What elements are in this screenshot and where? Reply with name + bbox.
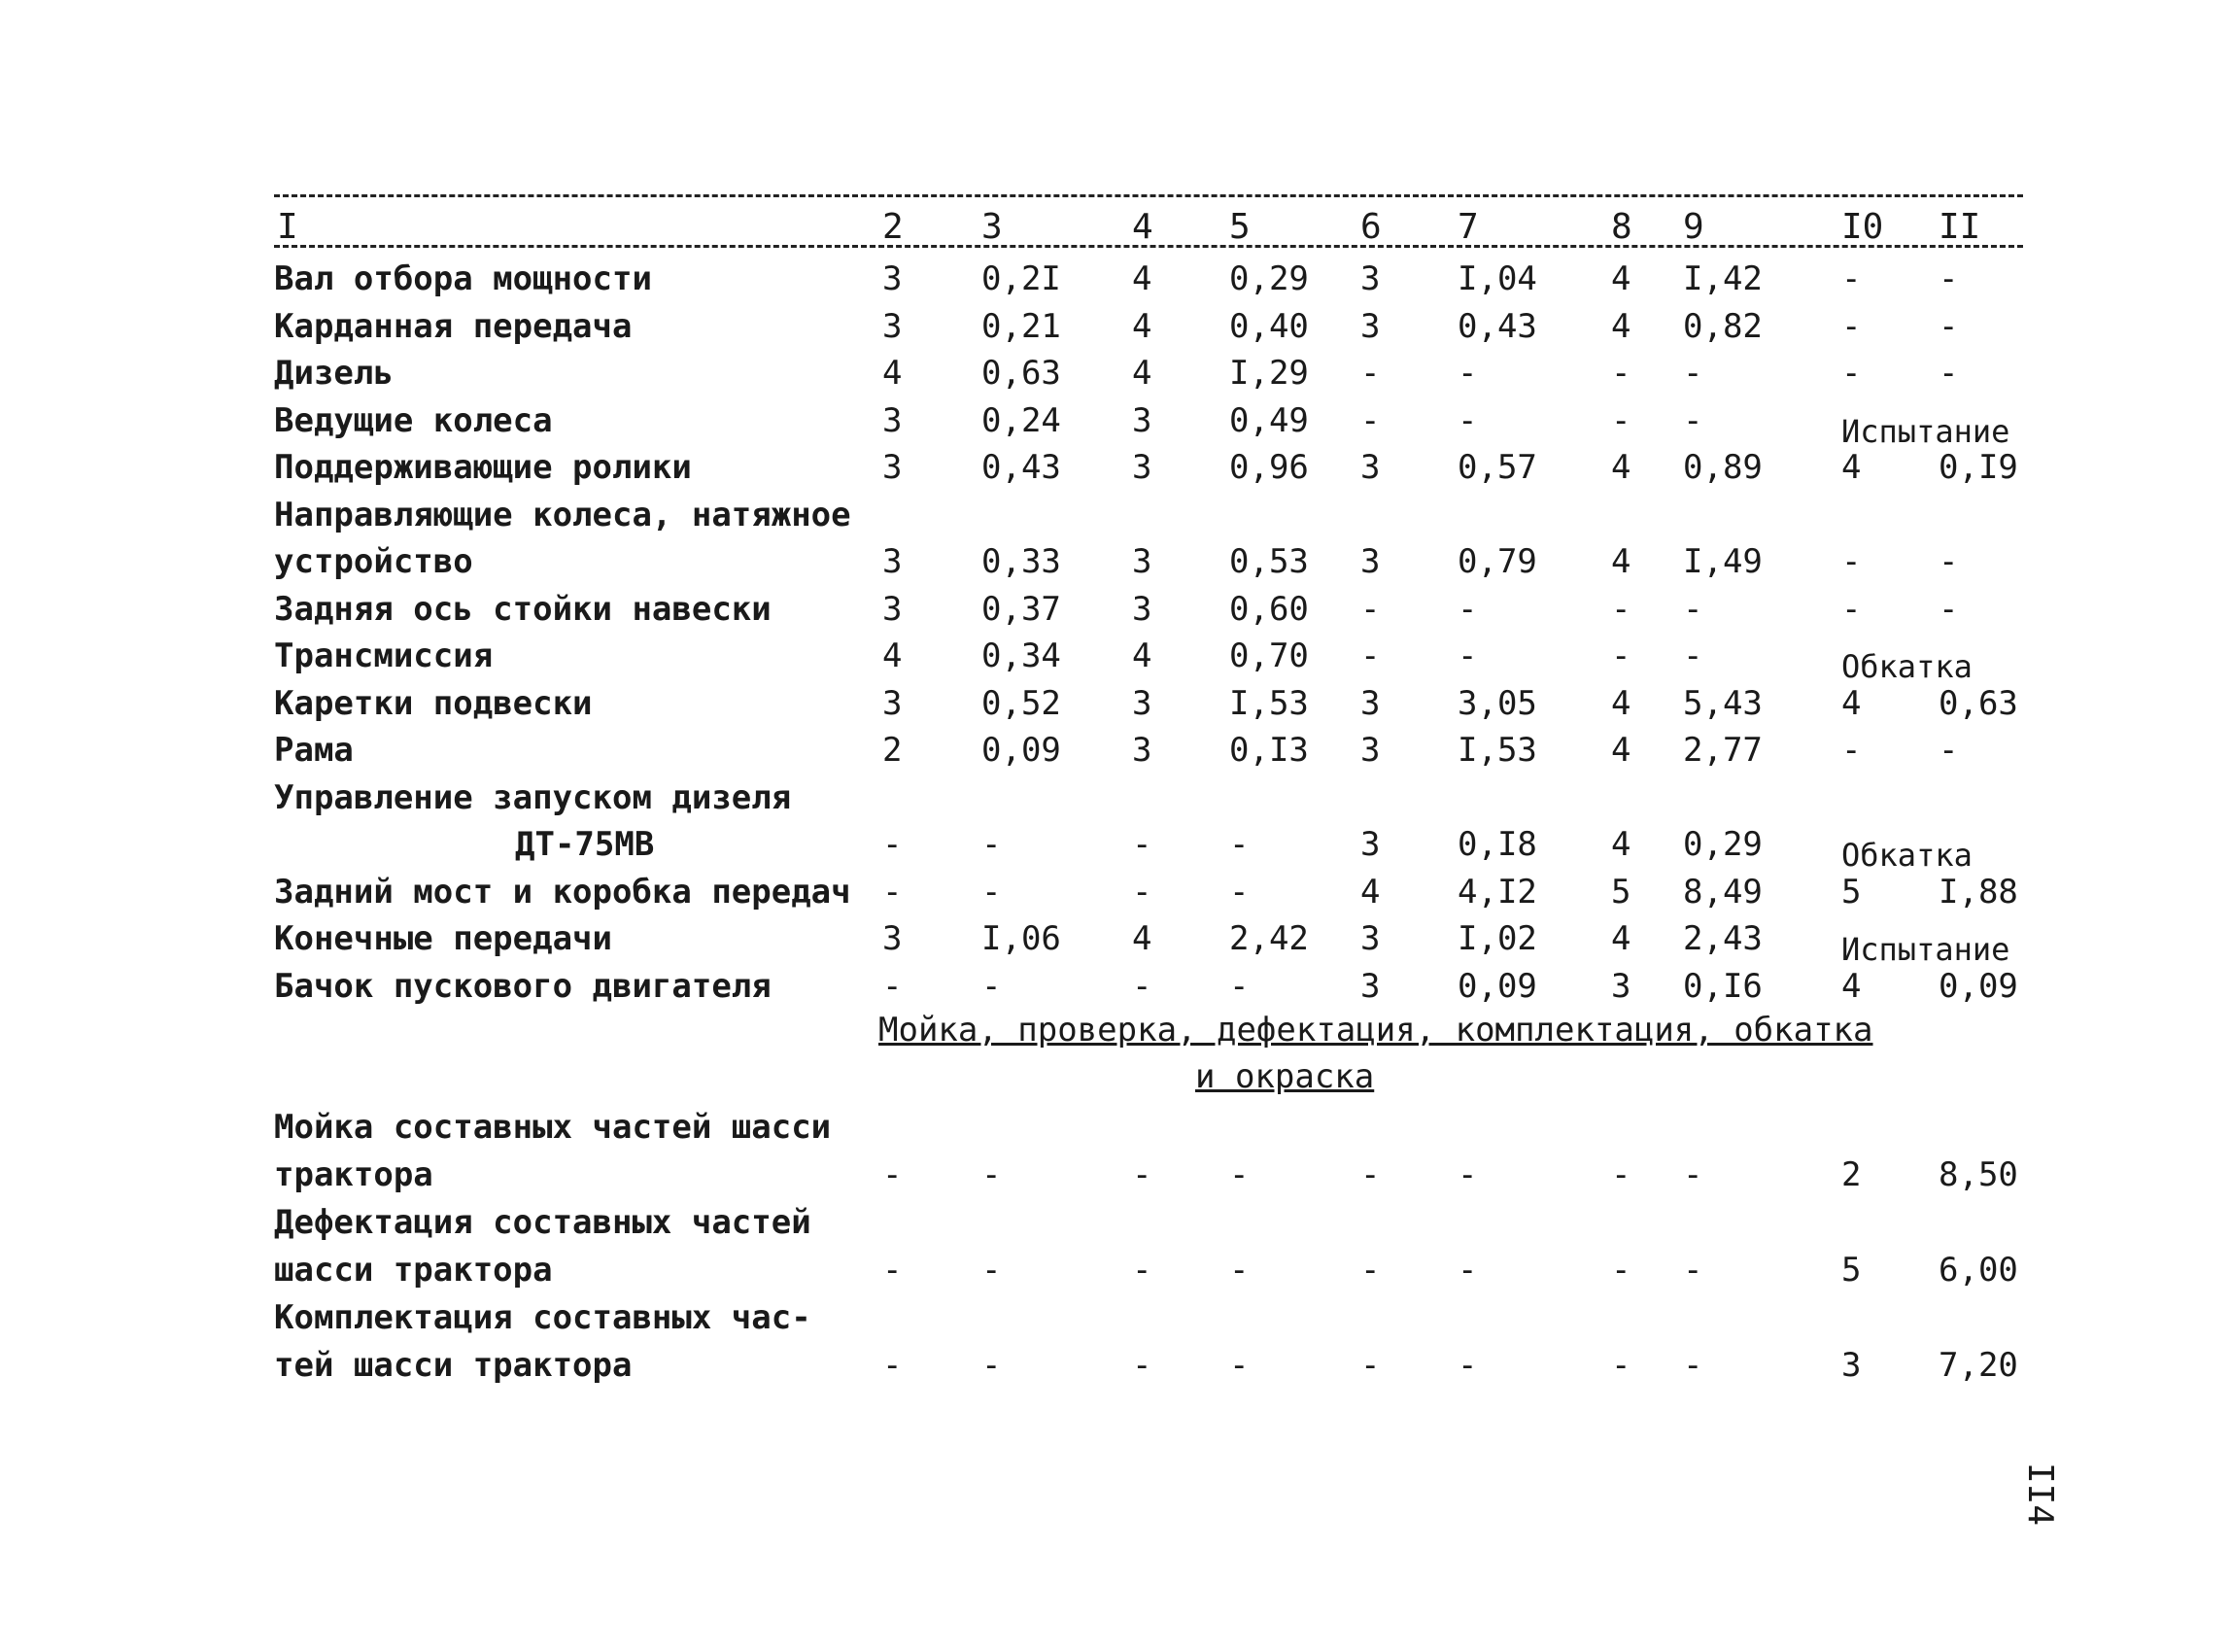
- table-cell-col-6: -: [1360, 1346, 1381, 1385]
- table-cell-col-4: 3: [1132, 542, 1152, 581]
- table-cell-col-6: 4: [1360, 872, 1381, 912]
- table-cell-col-3: 0,24: [981, 400, 1061, 440]
- table-cell-col-4: -: [1132, 872, 1152, 912]
- table-cell-col-9: 0,82: [1683, 306, 1763, 346]
- table-cell-col-5: -: [1229, 1155, 1250, 1194]
- table-cell-col-3: 0,43: [981, 448, 1061, 487]
- table-cell-col-2: -: [882, 872, 903, 912]
- row-label: Комплектация составных час-: [274, 1298, 811, 1337]
- table-cell-col-2: 3: [882, 542, 903, 581]
- table-cell-col-9: -: [1683, 1346, 1703, 1385]
- table-cell-col-8: -: [1611, 637, 1631, 675]
- table-cell-col-7: I,53: [1458, 731, 1537, 770]
- table-cell-col-4: 4: [1132, 354, 1152, 393]
- header-col-2: 2: [882, 207, 904, 247]
- table-cell-col-7: -: [1458, 354, 1478, 393]
- table-cell-col-5: 0,40: [1229, 306, 1309, 346]
- table-cell-col-11: 6,00: [1939, 1251, 2018, 1290]
- table-cell-col-2: -: [882, 825, 903, 864]
- table-cell-col-5: 0,49: [1229, 400, 1309, 440]
- table-cell-col-3: -: [981, 1346, 1002, 1385]
- table-cell-col-10: -: [1841, 259, 1862, 298]
- row-note: Обкатка: [1841, 648, 1973, 685]
- row-label: Ведущие колеса: [274, 400, 553, 440]
- table-cell-col-7: 0,09: [1458, 966, 1537, 1006]
- row-label: Направляющие колеса, натяжное: [274, 495, 851, 534]
- table-cell-col-2: -: [882, 1251, 903, 1290]
- row-label: Дефектация составных частей: [274, 1203, 811, 1242]
- table-cell-col-4: 3: [1132, 589, 1152, 629]
- table-cell-col-3: 0,63: [981, 354, 1061, 393]
- table-cell-col-9: 5,43: [1683, 683, 1763, 723]
- table-cell-col-6: -: [1360, 354, 1381, 393]
- page-number: II4: [2020, 1463, 2060, 1527]
- row-label: Каретки подвески: [274, 683, 593, 723]
- table-cell-col-11: -: [1939, 306, 1959, 346]
- table-cell-col-9: 2,43: [1683, 919, 1763, 958]
- table-cell-col-7: 3,05: [1458, 683, 1537, 723]
- table-cell-col-2: 3: [882, 683, 903, 723]
- table-cell-col-10: 5: [1841, 1251, 1862, 1290]
- table-cell-col-10: -: [1841, 306, 1862, 346]
- table-cell-col-4: -: [1132, 825, 1152, 864]
- table-cell-col-9: I,49: [1683, 542, 1763, 581]
- table-cell-col-7: -: [1458, 1155, 1478, 1194]
- table-cell-col-11: -: [1939, 542, 1959, 581]
- header-col-3: 3: [981, 207, 1003, 247]
- table-cell-col-10: -: [1841, 354, 1862, 393]
- table-cell-col-10: -: [1841, 589, 1862, 629]
- table-cell-col-6: -: [1360, 1155, 1381, 1194]
- table-cell-col-5: 0,70: [1229, 637, 1309, 675]
- table-cell-col-7: I,04: [1458, 259, 1537, 298]
- table-cell-col-4: 3: [1132, 731, 1152, 770]
- table-cell-col-6: -: [1360, 637, 1381, 675]
- table-cell-col-2: 2: [882, 731, 903, 770]
- row-label: Карданная передача: [274, 306, 633, 346]
- table-cell-col-3: -: [981, 1251, 1002, 1290]
- row-note: Обкатка: [1841, 837, 1973, 874]
- table-cell-col-10: 4: [1841, 448, 1862, 487]
- table-cell-col-11: 8,50: [1939, 1155, 2018, 1194]
- table-cell-col-11: -: [1939, 354, 1959, 393]
- table-cell-col-3: 0,21: [981, 306, 1061, 346]
- table-cell-col-2: -: [882, 1155, 903, 1194]
- table-cell-col-2: -: [882, 966, 903, 1006]
- table-cell-col-8: -: [1611, 400, 1631, 440]
- table-cell-col-2: -: [882, 1346, 903, 1385]
- table-cell-col-10: 5: [1841, 872, 1862, 912]
- table-cell-col-3: -: [981, 825, 1002, 864]
- table-cell-col-3: 0,34: [981, 637, 1061, 675]
- table-cell-col-7: -: [1458, 400, 1478, 440]
- table-cell-col-6: 3: [1360, 306, 1381, 346]
- table-cell-col-8: 4: [1611, 825, 1631, 864]
- table-cell-col-5: -: [1229, 1346, 1250, 1385]
- table-cell-col-10: -: [1841, 731, 1862, 770]
- table-cell-col-4: -: [1132, 1155, 1152, 1194]
- table-cell-col-11: I,88: [1939, 872, 2018, 912]
- header-col-8: 8: [1611, 207, 1632, 247]
- table-cell-col-9: I,42: [1683, 259, 1763, 298]
- table-cell-col-4: 4: [1132, 259, 1152, 298]
- section-title-line1: Мойка, проверка, дефектация, комплектация, обкатка: [878, 1011, 1873, 1050]
- table-cell-col-10: 2: [1841, 1155, 1862, 1194]
- table-cell-col-5: 0,I3: [1229, 731, 1309, 770]
- table-cell-col-9: 0,29: [1683, 825, 1763, 864]
- table-cell-col-8: 4: [1611, 919, 1631, 958]
- table-cell-col-2: 3: [882, 400, 903, 440]
- table-cell-col-6: 3: [1360, 542, 1381, 581]
- table-cell-col-2: 3: [882, 259, 903, 298]
- table-cell-col-5: I,29: [1229, 354, 1309, 393]
- table-cell-col-3: 0,37: [981, 589, 1061, 629]
- table-cell-col-8: 3: [1611, 966, 1631, 1006]
- table-cell-col-6: 3: [1360, 731, 1381, 770]
- table-cell-col-5: 0,53: [1229, 542, 1309, 581]
- table-cell-col-11: 0,63: [1939, 683, 2018, 723]
- table-cell-col-9: -: [1683, 1251, 1703, 1290]
- table-cell-col-5: -: [1229, 1251, 1250, 1290]
- row-label: Задняя ось стойки навески: [274, 589, 772, 629]
- table-cell-col-6: -: [1360, 589, 1381, 629]
- table-cell-col-9: -: [1683, 354, 1703, 393]
- table-cell-col-10: -: [1841, 542, 1862, 581]
- table-cell-col-11: 0,09: [1939, 966, 2018, 1006]
- table-cell-col-5: -: [1229, 825, 1250, 864]
- table-cell-col-3: 0,2I: [981, 259, 1061, 298]
- top-dashed-rule: [274, 194, 2023, 197]
- table-cell-col-8: -: [1611, 1251, 1631, 1290]
- table-cell-col-7: 4,I2: [1458, 872, 1537, 912]
- table-cell-col-5: -: [1229, 872, 1250, 912]
- table-cell-col-9: -: [1683, 589, 1703, 629]
- table-cell-col-7: -: [1458, 1251, 1478, 1290]
- table-cell-col-9: -: [1683, 400, 1703, 440]
- table-cell-col-4: 3: [1132, 683, 1152, 723]
- header-col-11: II: [1939, 207, 1981, 247]
- table-cell-col-9: 0,I6: [1683, 966, 1763, 1006]
- table-cell-col-4: 3: [1132, 448, 1152, 487]
- header-col-10: I0: [1841, 207, 1884, 247]
- row-label: Вал отбора мощности: [274, 259, 652, 298]
- table-cell-col-2: 4: [882, 637, 903, 675]
- table-cell-col-8: 4: [1611, 683, 1631, 723]
- table-cell-col-8: 4: [1611, 542, 1631, 581]
- table-cell-col-8: 4: [1611, 306, 1631, 346]
- table-cell-col-3: -: [981, 872, 1002, 912]
- table-cell-col-2: 3: [882, 448, 903, 487]
- table-cell-col-6: 3: [1360, 259, 1381, 298]
- row-label: тей шасси трактора: [274, 1346, 633, 1385]
- table-cell-col-8: 4: [1611, 731, 1631, 770]
- table-cell-col-3: I,06: [981, 919, 1061, 958]
- table-cell-col-9: 0,89: [1683, 448, 1763, 487]
- table-cell-col-9: -: [1683, 637, 1703, 675]
- table-cell-col-4: 4: [1132, 919, 1152, 958]
- table-cell-col-9: -: [1683, 1155, 1703, 1194]
- table-cell-col-2: 4: [882, 354, 903, 393]
- row-label: ДТ-75МВ: [515, 825, 655, 864]
- table-cell-col-10: 4: [1841, 966, 1862, 1006]
- table-cell-col-10: 3: [1841, 1346, 1862, 1385]
- table-cell-col-7: -: [1458, 1346, 1478, 1385]
- table-cell-col-3: 0,09: [981, 731, 1061, 770]
- row-label: Рама: [274, 731, 354, 770]
- row-label: Задний мост и коробка передач: [274, 872, 851, 912]
- table-cell-col-11: -: [1939, 589, 1959, 629]
- header-col-5: 5: [1229, 207, 1251, 247]
- row-label: Конечные передачи: [274, 919, 612, 958]
- table-cell-col-5: 2,42: [1229, 919, 1309, 958]
- table-cell-col-6: 3: [1360, 919, 1381, 958]
- table-cell-col-8: -: [1611, 1155, 1631, 1194]
- table-cell-col-5: -: [1229, 966, 1250, 1006]
- table-cell-col-6: 3: [1360, 683, 1381, 723]
- table-cell-col-6: 3: [1360, 448, 1381, 487]
- table-cell-col-2: 3: [882, 919, 903, 958]
- table-cell-col-4: 4: [1132, 306, 1152, 346]
- table-cell-col-7: 0,57: [1458, 448, 1537, 487]
- table-cell-col-4: 4: [1132, 637, 1152, 675]
- header-col-4: 4: [1132, 207, 1153, 247]
- table-cell-col-6: 3: [1360, 966, 1381, 1006]
- header-col-1: I: [277, 207, 298, 247]
- table-cell-col-6: 3: [1360, 825, 1381, 864]
- table-cell-col-4: -: [1132, 1346, 1152, 1385]
- table-cell-col-10: 4: [1841, 683, 1862, 723]
- table-cell-col-7: 0,I8: [1458, 825, 1537, 864]
- header-col-6: 6: [1360, 207, 1382, 247]
- table-cell-col-11: -: [1939, 731, 1959, 770]
- row-label: шасси трактора: [274, 1251, 553, 1290]
- table-cell-col-6: -: [1360, 1251, 1381, 1290]
- row-label: Управление запуском дизеля: [274, 777, 792, 817]
- section-title-line2: и окраска: [1195, 1057, 1375, 1096]
- table-cell-col-3: -: [981, 1155, 1002, 1194]
- table-cell-col-11: 0,I9: [1939, 448, 2018, 487]
- table-cell-col-5: 0,60: [1229, 589, 1309, 629]
- table-cell-col-7: -: [1458, 589, 1478, 629]
- row-note: Испытание: [1841, 931, 2010, 968]
- table-cell-col-7: 0,43: [1458, 306, 1537, 346]
- table-cell-col-11: -: [1939, 259, 1959, 298]
- row-label: Трансмиссия: [274, 637, 494, 675]
- table-cell-col-9: 2,77: [1683, 731, 1763, 770]
- table-cell-col-5: I,53: [1229, 683, 1309, 723]
- table-cell-col-9: 8,49: [1683, 872, 1763, 912]
- table-cell-col-5: 0,96: [1229, 448, 1309, 487]
- row-note: Испытание: [1841, 412, 2010, 450]
- row-label: Поддерживающие ролики: [274, 448, 692, 487]
- table-cell-col-8: 5: [1611, 872, 1631, 912]
- table-cell-col-3: 0,33: [981, 542, 1061, 581]
- table-cell-col-4: -: [1132, 1251, 1152, 1290]
- table-cell-col-4: 3: [1132, 400, 1152, 440]
- table-cell-col-2: 3: [882, 589, 903, 629]
- table-cell-col-4: -: [1132, 966, 1152, 1006]
- table-cell-col-5: 0,29: [1229, 259, 1309, 298]
- table-cell-col-2: 3: [882, 306, 903, 346]
- row-label: Дизель: [274, 354, 394, 393]
- table-cell-col-6: -: [1360, 400, 1381, 440]
- table-cell-col-8: -: [1611, 354, 1631, 393]
- row-label: устройство: [274, 542, 473, 581]
- row-label: Мойка составных частей шасси: [274, 1108, 832, 1147]
- header-col-9: 9: [1683, 207, 1704, 247]
- table-cell-col-8: 4: [1611, 259, 1631, 298]
- table-cell-col-8: -: [1611, 589, 1631, 629]
- row-label: Бачок пускового двигателя: [274, 966, 772, 1006]
- table-cell-col-7: -: [1458, 637, 1478, 675]
- table-cell-col-8: -: [1611, 1346, 1631, 1385]
- header-col-7: 7: [1458, 207, 1479, 247]
- table-cell-col-7: 0,79: [1458, 542, 1537, 581]
- table-cell-col-7: I,02: [1458, 919, 1537, 958]
- table-cell-col-3: 0,52: [981, 683, 1061, 723]
- table-cell-col-3: -: [981, 966, 1002, 1006]
- table-cell-col-8: 4: [1611, 448, 1631, 487]
- row-label: трактора: [274, 1155, 433, 1194]
- table-cell-col-11: 7,20: [1939, 1346, 2018, 1385]
